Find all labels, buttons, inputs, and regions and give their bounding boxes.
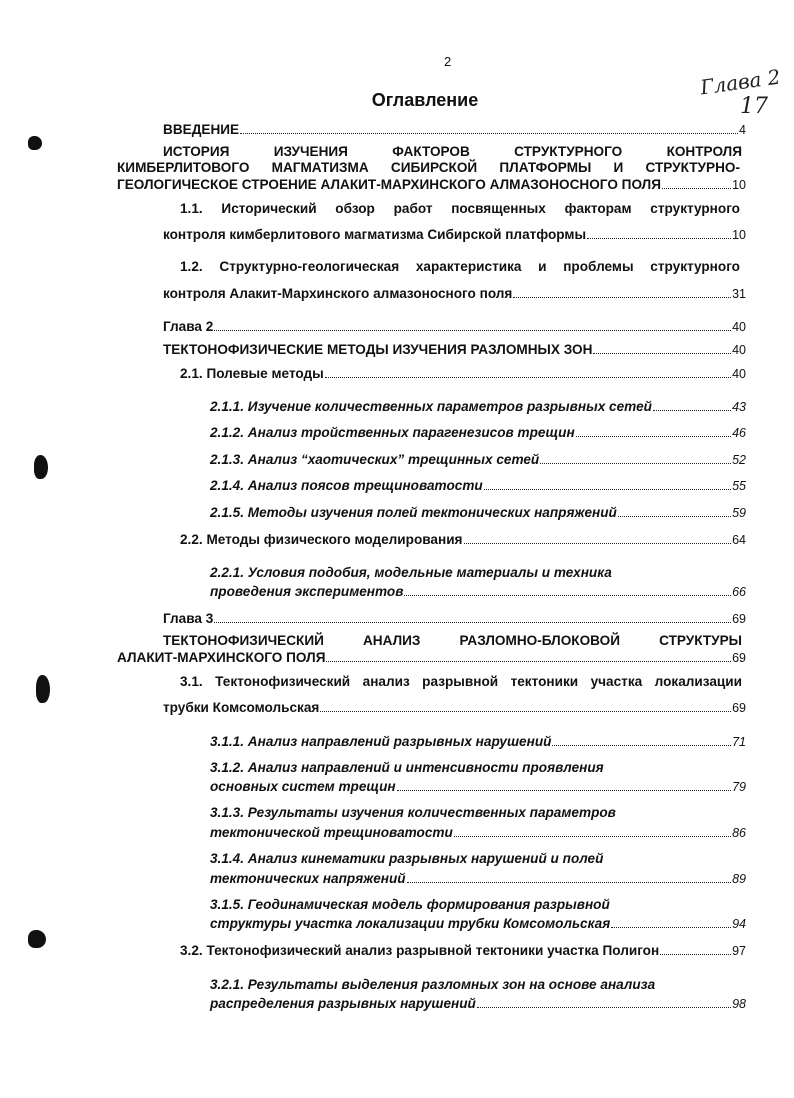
toc-page-number: 4 (739, 123, 746, 137)
toc-entry-text: структуры участка локализации трубки Комсомольская (210, 916, 611, 931)
toc-entry-text: основных систем трещин (210, 779, 396, 794)
toc-entry-introduction[interactable] (163, 121, 746, 139)
toc-entry-text: Глава 3 (163, 611, 214, 626)
toc-entry-2-2-1-line1[interactable]: 2.2.1. Условия подобия, модельные материалы и техника (210, 565, 612, 580)
toc-entry-3-1-2[interactable] (210, 778, 746, 796)
handwritten-number: 17 (740, 94, 768, 119)
toc-page-number: 43 (732, 400, 746, 414)
toc-page-number: 89 (732, 872, 746, 886)
toc-entry-chapter2-title[interactable] (163, 341, 746, 359)
toc-entry-3-1-3-line1[interactable]: 3.1.3. Результаты изучения количественных параметров (210, 805, 616, 820)
toc-page-number: 69 (732, 612, 746, 626)
dot-leader (653, 410, 731, 411)
toc-entry-text: 2.1.2. Анализ тройственных парагенезисов трещин (210, 425, 575, 440)
dot-leader (477, 1007, 731, 1008)
toc-entry-text: 2.2. Методы физического моделирования (180, 532, 463, 547)
toc-entry-1-2-line1[interactable]: 1.2. Структурно-геологическая характеристика и проблемы структурного (180, 259, 740, 274)
toc-entry-text: распределения разрывных нарушений (210, 996, 476, 1011)
toc-entry-3-1-1[interactable] (210, 733, 746, 751)
toc-entry-text: 2.1.4. Анализ поясов трещиноватости (210, 478, 483, 493)
toc-entry-text: 3.1.1. Анализ направлений разрывных нарушений (210, 734, 552, 749)
dot-leader (587, 238, 731, 239)
toc-entry-text: Глава 2 (163, 319, 214, 334)
dot-leader (397, 790, 731, 791)
toc-entry-text: 2.1.5. Методы изучения полей тектонических напряжений (210, 505, 617, 520)
toc-entry-2-1-4[interactable] (210, 477, 746, 495)
toc-entry-text: контроля Алакит-Мархинского алмазоносного поля (163, 286, 513, 301)
toc-entry-text: 3.2. Тектонофизический анализ разрывной тектоники участка Полигон (180, 943, 660, 958)
toc-entry-2-2-1[interactable] (210, 583, 746, 601)
page-title: Оглавление (371, 90, 479, 110)
toc-page-number: 59 (732, 506, 746, 520)
toc-entry-2-2[interactable] (180, 531, 746, 549)
scan-blot (28, 136, 42, 150)
scan-blot (36, 675, 50, 703)
dot-leader (540, 463, 731, 464)
toc-entry-2-1[interactable] (180, 365, 746, 383)
dot-leader (660, 954, 731, 955)
dot-leader (513, 297, 731, 298)
toc-entry-chapter3[interactable] (163, 610, 746, 628)
toc-entry-3-1-5-line1[interactable]: 3.1.5. Геодинамическая модель формирования разрывной (210, 897, 610, 912)
toc-page-number: 64 (732, 533, 746, 547)
dot-leader (407, 882, 731, 883)
toc-entry-text: контроля кимберлитового магматизма Сибирской платформы (163, 227, 587, 242)
toc-page-number: 55 (732, 479, 746, 493)
toc-entry-text: тектонической трещиноватости (210, 825, 453, 840)
toc-entry-text: ВВЕДЕНИЕ (163, 122, 240, 137)
toc-entry-2-1-1[interactable] (210, 398, 746, 416)
toc-page-number: 71 (732, 735, 746, 749)
toc-entry-text: 2.1.3. Анализ “хаотических” трещинных сетей (210, 452, 540, 467)
toc-entry-3-1[interactable] (163, 699, 746, 717)
toc-entry-text: трубки Комсомольская (163, 700, 320, 715)
toc-entry-3-1-4[interactable] (210, 870, 746, 888)
toc-entry-chapter3-title[interactable] (117, 650, 746, 666)
page-number: 2 (444, 54, 452, 69)
toc-entry-3-1-4-line1[interactable]: 3.1.4. Анализ кинематики разрывных нарушений и полей (210, 851, 604, 866)
toc-page-number: 40 (732, 320, 746, 334)
dot-leader (662, 188, 731, 189)
dot-leader (484, 489, 731, 490)
toc-entry-3-2[interactable] (180, 942, 746, 960)
dot-leader (618, 516, 731, 517)
toc-entry-1-2[interactable] (163, 285, 746, 303)
toc-page-number: 69 (732, 651, 746, 665)
dot-leader (611, 927, 731, 928)
toc-page-number: 69 (732, 701, 746, 715)
toc-entry-3-1-2-line1[interactable]: 3.1.2. Анализ направлений и интенсивности проявления (210, 760, 604, 775)
dot-leader (214, 330, 731, 331)
toc-entry-chapter1[interactable] (117, 177, 746, 193)
toc-entry-text: проведения экспериментов (210, 584, 404, 599)
toc-entry-chapter1-line1[interactable]: ИСТОРИЯ ИЗУЧЕНИЯ ФАКТОРОВ СТРУКТУРНОГО КОНТРОЛЯ (163, 144, 742, 159)
dot-leader (325, 377, 731, 378)
scan-blot (34, 455, 48, 479)
toc-page-number: 66 (732, 585, 746, 599)
toc-entry-2-1-2[interactable] (210, 424, 746, 442)
toc-entry-text: ГЕОЛОГИЧЕСКОЕ СТРОЕНИЕ АЛАКИТ-МАРХИНСКОГО АЛМАЗОНОСНОГО ПОЛЯ (117, 177, 661, 192)
toc-entry-chapter1-line2[interactable]: КИМБЕРЛИТОВОГО МАГМАТИЗМА СИБИРСКОЙ ПЛАТФОРМЫ И СТРУКТУРНО- (117, 160, 740, 175)
scan-blot (28, 930, 46, 948)
dot-leader (464, 543, 732, 544)
dot-leader (454, 836, 731, 837)
handwritten-note: Глава 2 (698, 64, 782, 100)
toc-entry-3-1-line1[interactable]: 3.1. Тектонофизический анализ разрывной тектоники участка локализации (180, 674, 742, 689)
dot-leader (240, 133, 738, 134)
toc-entry-3-1-3[interactable] (210, 824, 746, 842)
toc-page-number: 40 (732, 367, 746, 381)
toc-entry-3-2-1[interactable] (210, 995, 746, 1013)
toc-entry-text: 2.1. Полевые методы (180, 366, 324, 381)
dot-leader (576, 436, 731, 437)
toc-page-number: 10 (732, 178, 746, 192)
toc-entry-text: АЛАКИТ-МАРХИНСКОГО ПОЛЯ (117, 650, 326, 665)
dot-leader (214, 622, 731, 623)
toc-entry-3-2-1-line1[interactable]: 3.2.1. Результаты выделения разломных зон на основе анализа (210, 977, 656, 992)
toc-page-number: 97 (732, 944, 746, 958)
toc-page-number: 98 (732, 997, 746, 1011)
toc-page-number: 86 (732, 826, 746, 840)
toc-entry-1-1-line1[interactable]: 1.1. Исторический обзор работ посвященных факторам структурного (180, 201, 740, 216)
toc-page-number: 94 (732, 917, 746, 931)
toc-entry-text: 2.1.1. Изучение количественных параметров разрывных сетей (210, 399, 652, 414)
toc-entry-text: ТЕКТОНОФИЗИЧЕСКИЕ МЕТОДЫ ИЗУЧЕНИЯ РАЗЛОМНЫХ ЗОН (163, 342, 593, 357)
dot-leader (404, 595, 731, 596)
toc-entry-chapter2[interactable] (163, 318, 746, 336)
toc-entry-text: тектонических напряжений (210, 871, 406, 886)
toc-page-number: 40 (732, 343, 746, 357)
toc-page-number: 79 (732, 780, 746, 794)
toc-page-number: 10 (732, 228, 746, 242)
dot-leader (593, 353, 731, 354)
toc-entry-3-1-5[interactable] (210, 915, 746, 933)
toc-entry-2-1-3[interactable] (210, 451, 746, 469)
dot-leader (552, 745, 731, 746)
dot-leader (320, 711, 731, 712)
toc-entry-1-1[interactable] (163, 226, 746, 244)
toc-entry-chapter3-title-line1[interactable]: ТЕКТОНОФИЗИЧЕСКИЙ АНАЛИЗ РАЗЛОМНО-БЛОКОВОЙ СТРУКТУРЫ (163, 633, 742, 648)
toc-page-number: 31 (732, 287, 746, 301)
toc-entry-2-1-5[interactable] (210, 504, 746, 522)
toc-page-number: 46 (732, 426, 746, 440)
dot-leader (326, 661, 731, 662)
toc-page-number: 52 (732, 453, 746, 467)
